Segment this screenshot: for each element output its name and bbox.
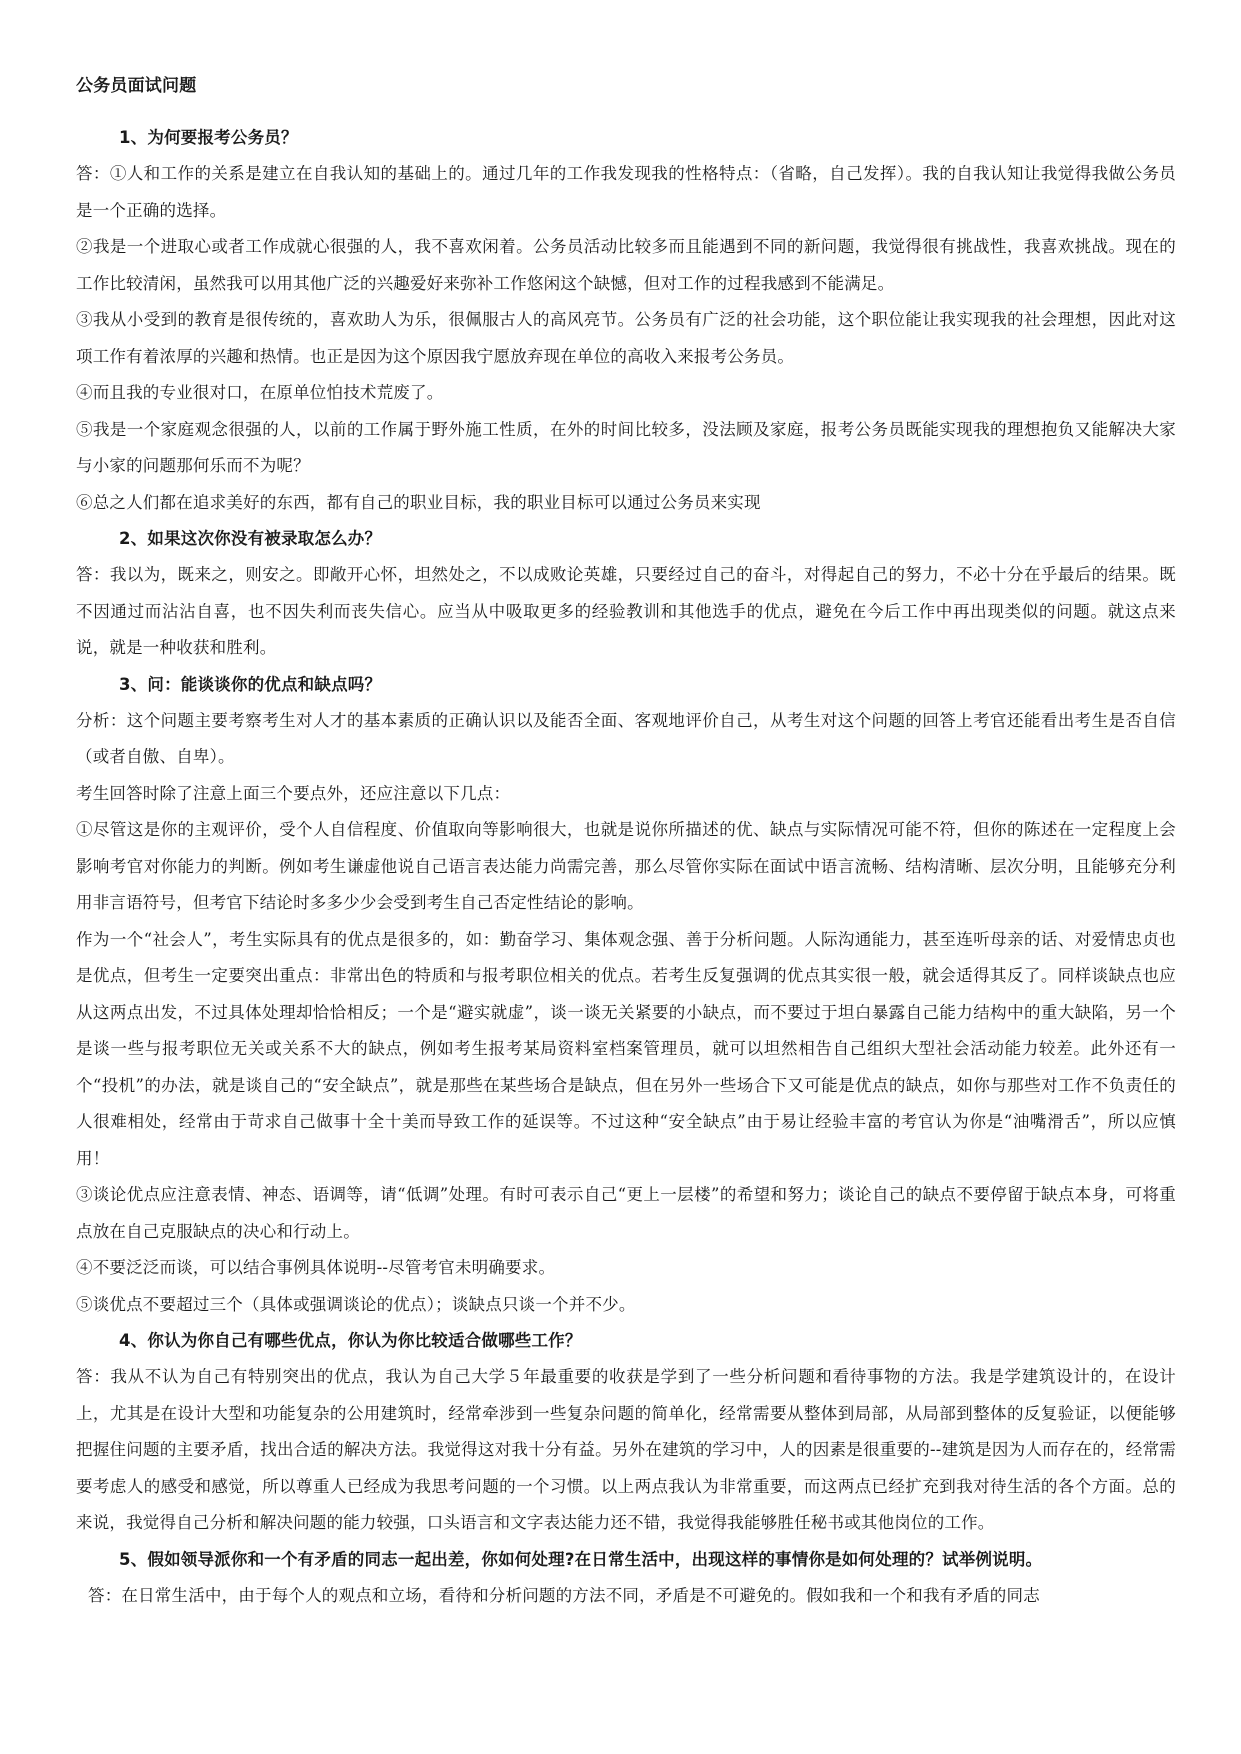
question-heading: 4、你认为你自己有哪些优点，你认为你比较适合做哪些工作？ [119,1331,582,1350]
answer-paragraph: ⑤我是一个家庭观念很强的人，以前的工作属于野外施工性质，在外的时间比较多，没法顾及家庭，报考公务员既能实现我的理想抱负又能解决大家与小家的问题那何乐而不为呢？ [76,419,1176,475]
document-page [76,72,1176,1614]
answer-paragraph: ⑥总之人们都在追求美好的东西，都有自己的职业目标，我的职业目标可以通过公务员来实现 [76,492,761,512]
answer-paragraph: ④不要泛泛而谈，可以结合事例具体说明--尽管考官未明确要求。 [76,1258,556,1277]
answer-paragraph: ⑤谈优点不要超过三个（具体或强调谈论的优点）；谈缺点只谈一个并不少。 [76,1294,636,1314]
answer-paragraph: ①尽管这是你的主观评价，受个人自信程度、价值取向等影响很大，也就是说你所描述的优、缺点与实际情况可能不符，但你的陈述在一定程度上会影响考官对你能力的判断。例如考生谦虚他说自己语言表达能力尚需完善，那么尽管你实际在面试中语言流畅、结构清晰、层次分明，且能够充分利用非言语符号，但考官下结论时多多少少会受到考生自己否定性结论的影响。 [76,820,1176,912]
analysis-paragraph: 分析：这个问题主要考察考生对人才的基本素质的正确认识以及能否全面、客观地评价自己，从考生对这个问题的回答上考官还能看出考生是否自信（或者自傲、自卑）。 [76,710,1176,766]
answer-paragraph: 答：在日常生活中，由于每个人的观点和立场，看待和分析问题的方法不同，矛盾是不可避免的。假如我和一个和我有矛盾的同志 [88,1585,1040,1605]
document-title: 公务员面试问题 [76,76,197,96]
answer-paragraph: 答：我从不认为自己有特别突出的优点，我认为自己大学５年最重要的收获是学到了一些分析问题和看待事物的方法。我是学建筑设计的，在设计上，尤其是在设计大型和功能复杂的公用建筑时，经常牵涉到一些复杂问题的简单化，经常需要从整体到局部，从局部到整体的反复验证，以便能够把握住问题的主要矛盾，找出合适的解决方法。我觉得这对我十分有益。另外在建筑的学习中，人的因素是很重要的--建筑是因为人而存在的，经常需要考虑人的感受和感觉，所以尊重人已经成为我思考问题的一个习惯。以上两点我认为非常重要，而这两点已经扩充到我对待生活的各个方面。总的来说，我觉得自己分析和解决问题的能力较强，口头语言和文字表达能力还不错，我觉得我能够胜任秘书或其他岗位的工作。 [76,1367,1176,1532]
question-heading: 5、假如领导派你和一个有矛盾的同志一起出差，你如何处理?在日常生活中，出现这样的事情你是如何处理的？试举例说明。 [119,1549,1043,1569]
answer-paragraph: 作为一个“社会人”，考生实际具有的优点是很多的，如：勤奋学习、集体观念强、善于分析问题。人际沟通能力，甚至连听母亲的话、对爱情忠贞也是优点，但考生一定要突出重点：非常出色的特质和与报考职位相关的优点。若考生反复强调的优点其实很一般，就会适得其反了。同样谈缺点也应从这两点出发，不过具体处理却恰恰相反；一个是“避实就虚”，谈一谈无关紧要的小缺点，而不要过于坦白暴露自己能力结构中的重大缺陷，另一个是谈一些与报考职位无关或关系不大的缺点，例如考生报考某局资料室档案管理员，就可以坦然相告自己组织大型社会活动能力较差。此外还有一个“投机”的办法，就是谈自己的“安全缺点”，就是那些在某些场合是缺点，但在另外一些场合下又可能是优点的缺点，如你与那些对工作不负责任的人很难相处，经常由于苛求自己做事十全十美而导致工作的延误等。不过这种“安全缺点”由于易让经验丰富的考官认为你是“油嘴滑舌”，所以应慎用！ [76,929,1176,1168]
answer-paragraph: 答：①人和工作的关系是建立在自我认知的基础上的。通过几年的工作我发现我的性格特点：（省略，自己发挥）。我的自我认知让我觉得我做公务员是一个正确的选择。 [76,164,1176,220]
question-heading: 2、如果这次你没有被录取怎么办？ [119,529,382,548]
question-heading: 1、为何要报考公务员？ [119,128,298,147]
answer-paragraph: 答：我以为，既来之，则安之。即敞开心怀，坦然处之，不以成败论英雄，只要经过自己的奋斗，对得起自己的努力，不必十分在乎最后的结果。既不因通过而沾沾自喜，也不因失利而丧失信心。应当从中吸取更多的经验教训和其他选手的优点，避免在今后工作中再出现类似的问题。就这点来说，就是一种收获和胜利。 [76,565,1176,657]
answer-paragraph: 考生回答时除了注意上面三个要点外，还应注意以下几点： [76,783,511,803]
answer-paragraph: ④而且我的专业很对口，在原单位怕技术荒废了。 [76,383,444,402]
answer-paragraph: ③我从小受到的教育是很传统的，喜欢助人为乐，很佩服古人的高风亮节。公务员有广泛的社会功能，这个职位能让我实现我的社会理想，因此对这项工作有着浓厚的兴趣和热情。也正是因为这个原因我宁愿放弃现在单位的高收入来报考公务员。 [76,310,1176,366]
answer-paragraph: ③谈论优点应注意表情、神态、语调等，请“低调”处理。有时可表示自己“更上一层楼”的希望和努力；谈论自己的缺点不要停留于缺点本身，可将重点放在自己克服缺点的决心和行动上。 [76,1185,1176,1241]
question-heading: 3、问：能谈谈你的优点和缺点吗？ [119,674,382,694]
answer-paragraph: ②我是一个进取心或者工作成就心很强的人，我不喜欢闲着。公务员活动比较多而且能遇到不同的新问题，我觉得很有挑战性，我喜欢挑战。现在的工作比较清闲，虽然我可以用其他广泛的兴趣爱好来弥补工作悠闲这个缺憾，但对工作的过程我感到不能满足。 [76,237,1176,293]
